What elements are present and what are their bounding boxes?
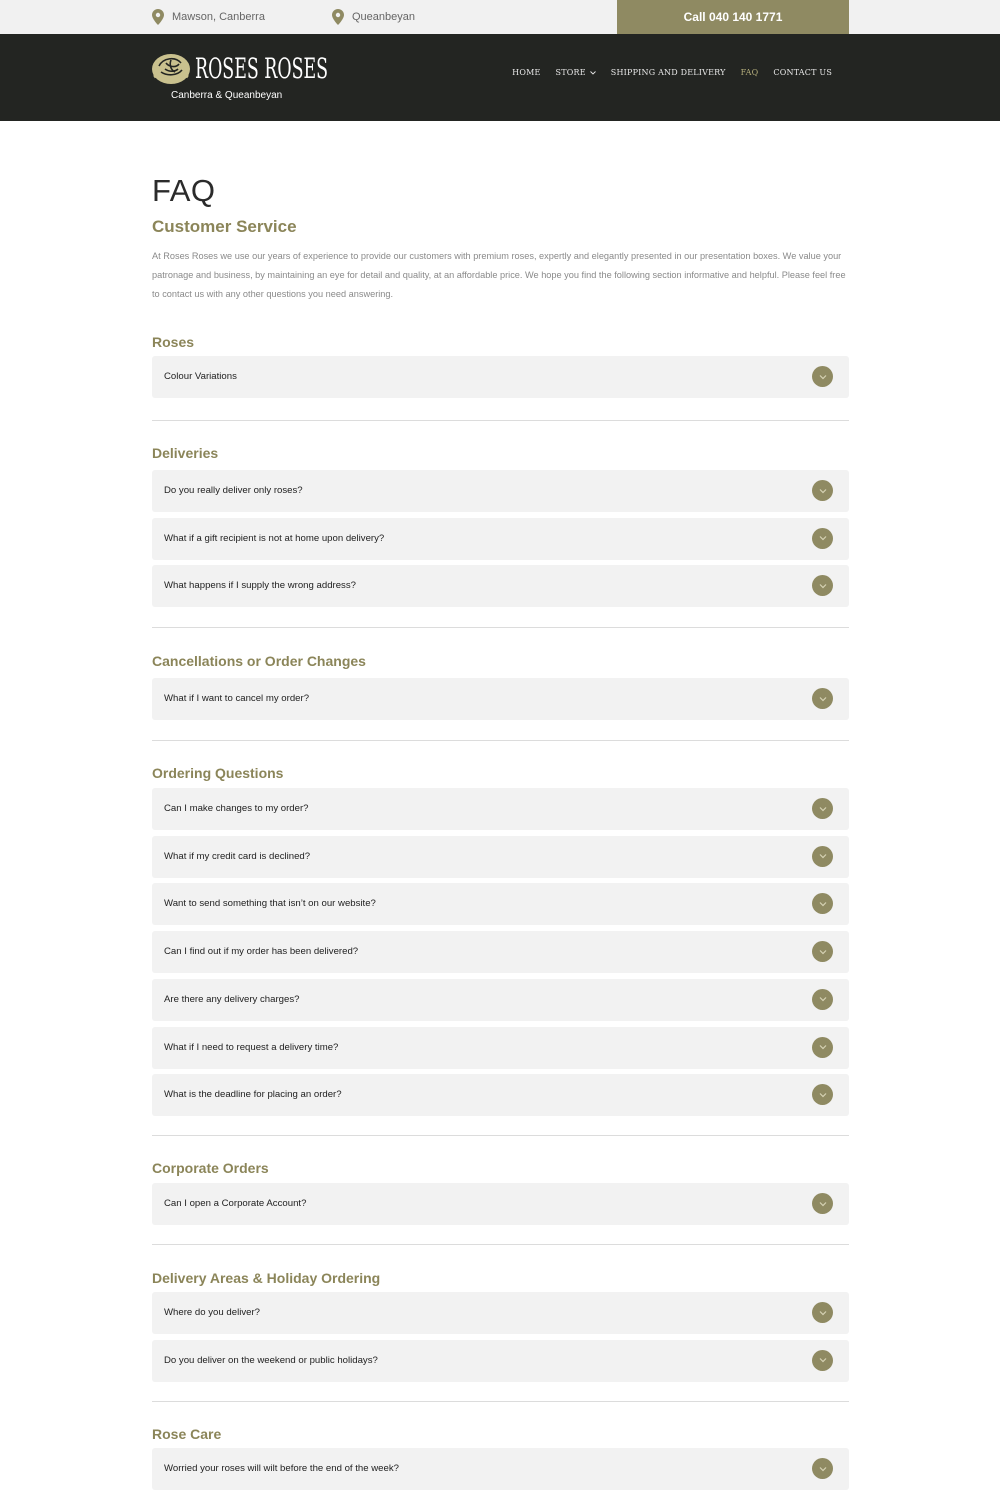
faq-accordion-item[interactable] bbox=[152, 979, 849, 1021]
faq-accordion-item[interactable] bbox=[152, 356, 849, 398]
faq-accordion-item[interactable] bbox=[152, 931, 849, 973]
faq-accordion-item[interactable] bbox=[152, 1183, 849, 1225]
chevron-down-icon bbox=[819, 535, 827, 541]
faq-accordion-item[interactable] bbox=[152, 678, 849, 720]
expand-toggle-button[interactable] bbox=[812, 1084, 833, 1105]
expand-toggle-button[interactable] bbox=[812, 480, 833, 501]
chevron-down-icon bbox=[819, 806, 827, 812]
faq-question: Are there any delivery charges? bbox=[164, 993, 300, 1005]
intro-paragraph: At Roses Roses we use our years of experience to provide our customers with premium roses, expertly and elegantly presented in our presentation boxes. We value your patronage and business, by maintaining an eye for detail and quality, at an affordable price. We hope you find the following section informative and helpful. Please feel free to contact us with any other questions you need answering. bbox=[152, 251, 846, 299]
nav-contact[interactable] bbox=[773, 68, 832, 77]
chevron-down-icon bbox=[819, 696, 827, 702]
section-divider bbox=[152, 420, 849, 421]
faq-question: Colour Variations bbox=[164, 371, 237, 382]
chevron-down-icon bbox=[590, 71, 596, 75]
expand-toggle-button[interactable] bbox=[812, 1037, 833, 1058]
faq-question: Can I find out if my order has been delivered? bbox=[164, 946, 359, 958]
chevron-down-icon bbox=[819, 901, 827, 907]
nav-home-label: HOME bbox=[512, 68, 541, 77]
expand-toggle-button[interactable] bbox=[812, 688, 833, 709]
expand-toggle-button[interactable] bbox=[812, 1350, 833, 1371]
section-divider bbox=[152, 740, 849, 741]
nav-shipping-label: SHIPPING AND DELIVERY bbox=[610, 68, 726, 77]
expand-toggle-button[interactable] bbox=[812, 1302, 833, 1323]
main-nav bbox=[497, 68, 832, 77]
chevron-down-icon bbox=[819, 488, 827, 494]
map-pin-icon bbox=[332, 9, 344, 25]
call-button[interactable]: Call 040 140 1771 bbox=[617, 0, 849, 34]
faq-question: Do you deliver on the weekend or public holidays? bbox=[164, 1354, 378, 1366]
faq-section bbox=[152, 1424, 849, 1474]
faq-section-title: Cancellations or Order Changes bbox=[152, 653, 366, 669]
section-divider bbox=[152, 1401, 849, 1402]
map-pin-icon bbox=[152, 9, 164, 25]
location-label: Mawson, Canberra bbox=[172, 11, 265, 23]
nav-home[interactable] bbox=[512, 68, 540, 77]
faq-accordion-item[interactable] bbox=[152, 1340, 849, 1382]
nav-store-label: STORE bbox=[555, 68, 586, 77]
faq-accordion-item[interactable] bbox=[152, 1074, 849, 1116]
rose-logo-icon bbox=[151, 52, 191, 86]
faq-question: What happens if I supply the wrong address? bbox=[164, 580, 356, 592]
chevron-down-icon bbox=[819, 996, 827, 1002]
chevron-down-icon bbox=[819, 374, 827, 380]
expand-toggle-button[interactable] bbox=[812, 989, 833, 1010]
faq-question: Want to send something that isn’t on our website? bbox=[164, 898, 376, 910]
location-queanbeyan[interactable] bbox=[332, 0, 415, 34]
expand-toggle-button[interactable] bbox=[812, 893, 833, 914]
chevron-down-icon bbox=[819, 583, 827, 589]
expand-toggle-button[interactable] bbox=[812, 528, 833, 549]
faq-question: What if my credit card is declined? bbox=[164, 850, 311, 862]
faq-accordion-item[interactable] bbox=[152, 1448, 849, 1490]
expand-toggle-button[interactable] bbox=[812, 846, 833, 867]
faq-section bbox=[152, 651, 849, 704]
faq-section bbox=[152, 763, 849, 1101]
faq-question: Worried your roses will wilt before the end of the week? bbox=[164, 1463, 399, 1474]
expand-toggle-button[interactable] bbox=[812, 941, 833, 962]
chevron-down-icon bbox=[819, 1357, 827, 1363]
chevron-down-icon bbox=[819, 1466, 827, 1472]
site-logo[interactable] bbox=[151, 50, 329, 106]
faq-question: What if I need to request a delivery time? bbox=[164, 1041, 339, 1053]
logo-subtitle: Canberra & Queanbeyan bbox=[171, 90, 283, 101]
expand-toggle-button[interactable] bbox=[812, 1458, 833, 1479]
faq-section-title: Corporate Orders bbox=[152, 1160, 269, 1176]
chevron-down-icon bbox=[819, 1310, 827, 1316]
site-header bbox=[0, 34, 1000, 121]
faq-section-title: Rose Care bbox=[152, 1426, 222, 1442]
faq-question: What if I want to cancel my order? bbox=[164, 693, 310, 704]
nav-faq[interactable] bbox=[741, 68, 759, 77]
faq-section-title: Delivery Areas & Holiday Ordering bbox=[152, 1270, 381, 1286]
faq-accordion-item[interactable] bbox=[152, 518, 849, 560]
faq-question: What is the deadline for placing an order? bbox=[164, 1089, 342, 1101]
page-title: FAQ bbox=[152, 173, 216, 208]
faq-accordion-item[interactable] bbox=[152, 883, 849, 925]
faq-section-title: Deliveries bbox=[152, 445, 219, 461]
faq-section bbox=[152, 443, 849, 592]
logo-wordmark: ROSES ROSES bbox=[195, 52, 329, 85]
chevron-down-icon bbox=[819, 853, 827, 859]
expand-toggle-button[interactable] bbox=[812, 366, 833, 387]
nav-contact-label: CONTACT US bbox=[773, 68, 832, 77]
section-divider bbox=[152, 1135, 849, 1136]
customer-service-heading: Customer Service bbox=[152, 217, 297, 236]
expand-toggle-button[interactable] bbox=[812, 575, 833, 596]
faq-section-title: Roses bbox=[152, 334, 195, 350]
faq-section bbox=[152, 332, 849, 382]
faq-accordion-item[interactable] bbox=[152, 788, 849, 830]
expand-toggle-button[interactable] bbox=[812, 1193, 833, 1214]
faq-accordion-item[interactable] bbox=[152, 1292, 849, 1334]
nav-faq-label: FAQ bbox=[740, 68, 759, 77]
location-mawson[interactable] bbox=[152, 0, 265, 34]
chevron-down-icon bbox=[819, 949, 827, 955]
faq-accordion-item[interactable] bbox=[152, 1027, 849, 1069]
top-bar bbox=[0, 0, 1000, 34]
faq-intro bbox=[152, 172, 849, 304]
faq-question: Can I open a Corporate Account? bbox=[164, 1198, 307, 1209]
faq-question: What if a gift recipient is not at home upon delivery? bbox=[164, 532, 385, 544]
chevron-down-icon bbox=[819, 1201, 827, 1207]
faq-section bbox=[152, 1158, 849, 1209]
chevron-down-icon bbox=[819, 1044, 827, 1050]
faq-question: Where do you deliver? bbox=[164, 1307, 260, 1318]
expand-toggle-button[interactable] bbox=[812, 798, 833, 819]
faq-accordion-item[interactable] bbox=[152, 836, 849, 878]
nav-store[interactable] bbox=[556, 68, 596, 77]
faq-accordion-item[interactable] bbox=[152, 470, 849, 512]
location-label: Queanbeyan bbox=[352, 11, 415, 23]
faq-section-title: Ordering Questions bbox=[152, 765, 284, 781]
faq-accordion-item[interactable] bbox=[152, 565, 849, 607]
faq-question: Can I make changes to my order? bbox=[164, 803, 309, 814]
section-divider bbox=[152, 1244, 849, 1245]
faq-question: Do you really deliver only roses? bbox=[164, 485, 303, 496]
faq-section bbox=[152, 1268, 849, 1366]
nav-shipping[interactable] bbox=[611, 68, 726, 77]
chevron-down-icon bbox=[819, 1092, 827, 1098]
section-divider bbox=[152, 627, 849, 628]
